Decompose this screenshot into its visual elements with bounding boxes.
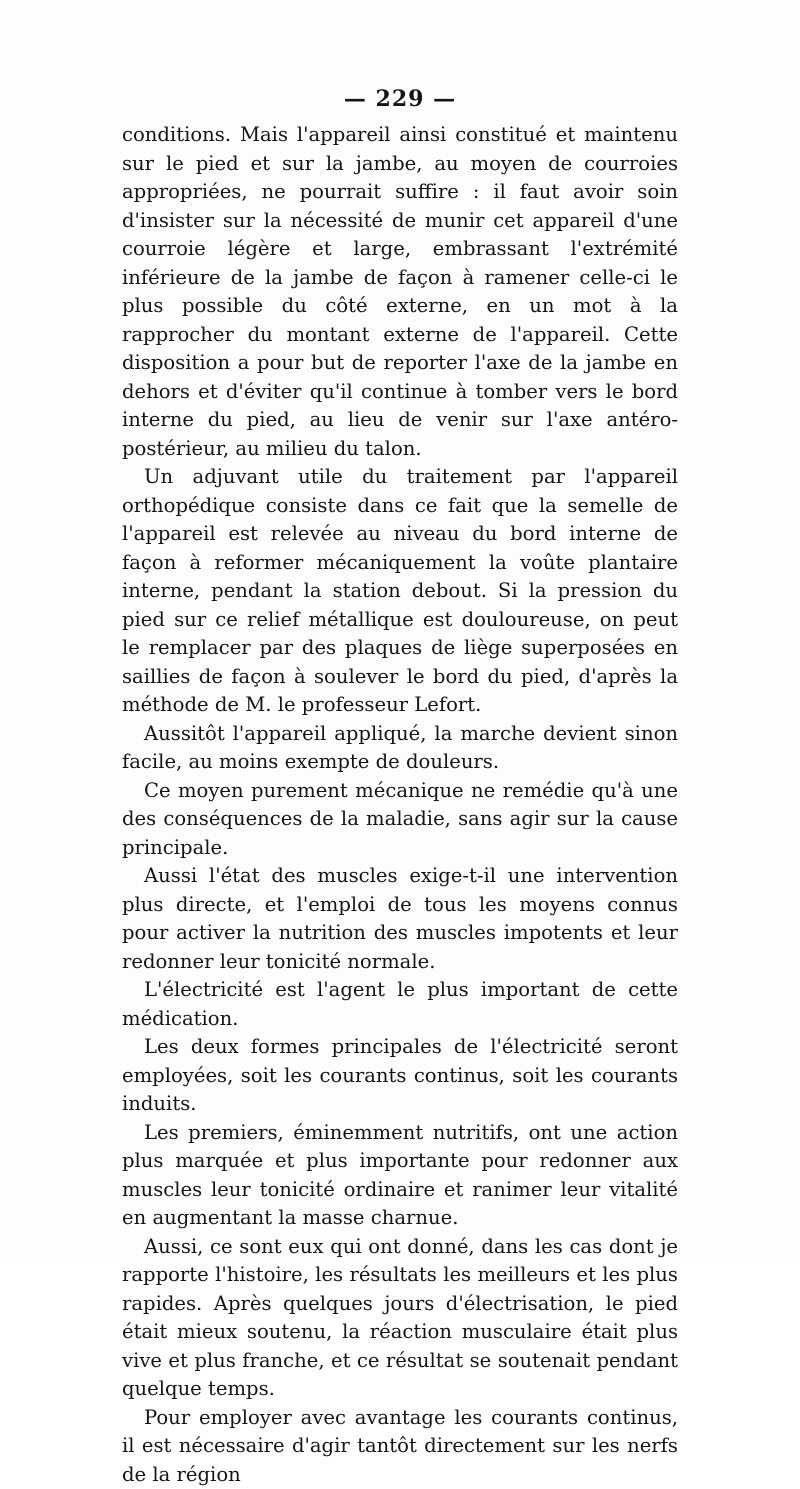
page-number: — 229 —	[0, 86, 800, 112]
paragraph-continuous-currents: Les premiers, éminemment nutritifs, ont une action plus marquée et plus importante pour redonner aux muscles leur tonicité ordinaire et ranimer leur vitalité en augmentant la masse charnue.	[122, 1119, 678, 1233]
paragraph-appliance-strap: conditions. Mais l'appareil ainsi constitué et maintenu sur le pied et sur la jambe, au moyen de courroies appropriées, ne pourrait suffire : il faut avoir soin d'insister sur la nécessité de munir cet appareil d'une courroie légère et large, embrassant l'extrémité inférieure de la jambe de façon à ramener celle-ci le plus possible du côté externe, en un mot à la rapprocher du montant externe de l'appareil. Cette disposition a pour but de reporter l'axe de la jambe en dehors et d'éviter qu'il continue à tomber vers le bord interne du pied, au lieu de venir sur l'axe antéro-postérieur, au milieu du talon.	[122, 121, 678, 463]
paragraph-electricity: L'électricité est l'agent le plus important de cette médication.	[122, 976, 678, 1033]
paragraph-orthopedic-adjuvant: Un adjuvant utile du traitement par l'appareil orthopédique consiste dans ce fait que la semelle de l'appareil est relevée au niveau du bord interne de façon à reformer mécaniquement la voûte plantaire interne, pendant la station debout. Si la pression du pied sur ce relief métallique est douloureuse, on peut le remplacer par des plaques de liège superposées en saillies de façon à soulever le bord du pied, d'après la méthode de M. le professeur Lefort.	[122, 463, 678, 720]
paragraph-results: Aussi, ce sont eux qui ont donné, dans les cas dont je rapporte l'histoire, les résultats les meilleurs et les plus rapides. Après quelques jours d'électrisation, le pied était mieux soutenu, la réaction musculaire était plus vive et plus franche, et ce résultat se soutenait pendant quelque temps.	[122, 1233, 678, 1404]
paragraph-mechanical-means: Ce moyen purement mécanique ne remédie qu'à une des conséquences de la maladie, sans agir sur la cause principale.	[122, 777, 678, 863]
paragraph-usage: Pour employer avec avantage les courants continus, il est nécessaire d'agir tantôt directement sur les nerfs de la région	[122, 1404, 678, 1489]
body-text	[122, 121, 678, 1489]
paragraph-two-forms: Les deux formes principales de l'électricité seront employées, soit les courants continus, soit les courants induits.	[122, 1033, 678, 1119]
paragraph-walking-relief: Aussitôt l'appareil appliqué, la marche devient sinon facile, au moins exempte de douleurs.	[122, 720, 678, 777]
paragraph-muscle-state: Aussi l'état des muscles exige-t-il une intervention plus directe, et l'emploi de tous les moyens connus pour activer la nutrition des muscles impotents et leur redonner leur tonicité normale.	[122, 862, 678, 976]
